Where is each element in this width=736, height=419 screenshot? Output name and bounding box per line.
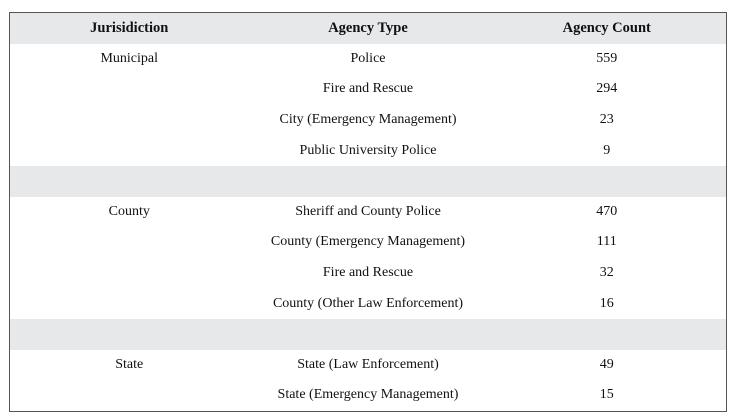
jurisdiction-cell [10, 105, 249, 136]
table-row [10, 350, 727, 381]
table-row [10, 227, 727, 258]
jurisdiction-cell [10, 380, 249, 411]
agency-count-cell: 9 [603, 142, 611, 158]
agency-count-cell: 16 [599, 295, 614, 311]
agency-count-cell: 559 [596, 50, 618, 66]
table-row [10, 380, 727, 411]
agency-type-cell: State (Law Enforcement) [297, 356, 439, 372]
agency-type-cell: Sheriff and County Police [295, 203, 441, 219]
agency-type-cell: Police [350, 50, 386, 66]
header-agency-count: Agency Count [488, 13, 727, 44]
agency-count-cell: 15 [599, 387, 614, 403]
agency-table [9, 12, 727, 412]
header-agency-type: Agency Type [249, 13, 488, 44]
agency-count-cell: 111 [596, 234, 617, 250]
jurisdiction-cell [10, 74, 249, 105]
agency-count-cell: 470 [596, 203, 618, 219]
jurisdiction-cell: County [108, 203, 150, 219]
agency-type-cell: Public University Police [299, 142, 437, 158]
agency-type-cell: State (Emergency Management) [277, 387, 459, 403]
agency-type-cell: Fire and Rescue [322, 81, 414, 97]
jurisdiction-cell [10, 227, 249, 258]
jurisdiction-cell: State [115, 356, 144, 372]
jurisdiction-cell: Municipal [100, 50, 159, 66]
table-row [10, 44, 727, 75]
table-row [10, 197, 727, 228]
header-row [10, 13, 727, 44]
agency-count-cell: 32 [599, 265, 614, 281]
agency-type-cell: County (Other Law Enforcement) [272, 295, 464, 311]
separator-row [10, 319, 727, 350]
table-row [10, 258, 727, 289]
table-row [10, 288, 727, 319]
header-jurisdiction: Jurisidiction [10, 13, 249, 44]
jurisdiction-cell [10, 135, 249, 166]
agency-type-cell: City (Emergency Management) [279, 112, 457, 128]
table-row [10, 74, 727, 105]
table-row [10, 105, 727, 136]
agency-type-cell: Fire and Rescue [322, 265, 414, 281]
jurisdiction-cell [10, 258, 249, 289]
agency-count-cell: 23 [599, 112, 614, 128]
table-row [10, 135, 727, 166]
jurisdiction-cell [10, 288, 249, 319]
agency-count-cell: 294 [596, 81, 618, 97]
agency-type-cell: County (Emergency Management) [270, 234, 466, 250]
separator-row [10, 166, 727, 197]
agency-count-cell: 49 [599, 356, 614, 372]
